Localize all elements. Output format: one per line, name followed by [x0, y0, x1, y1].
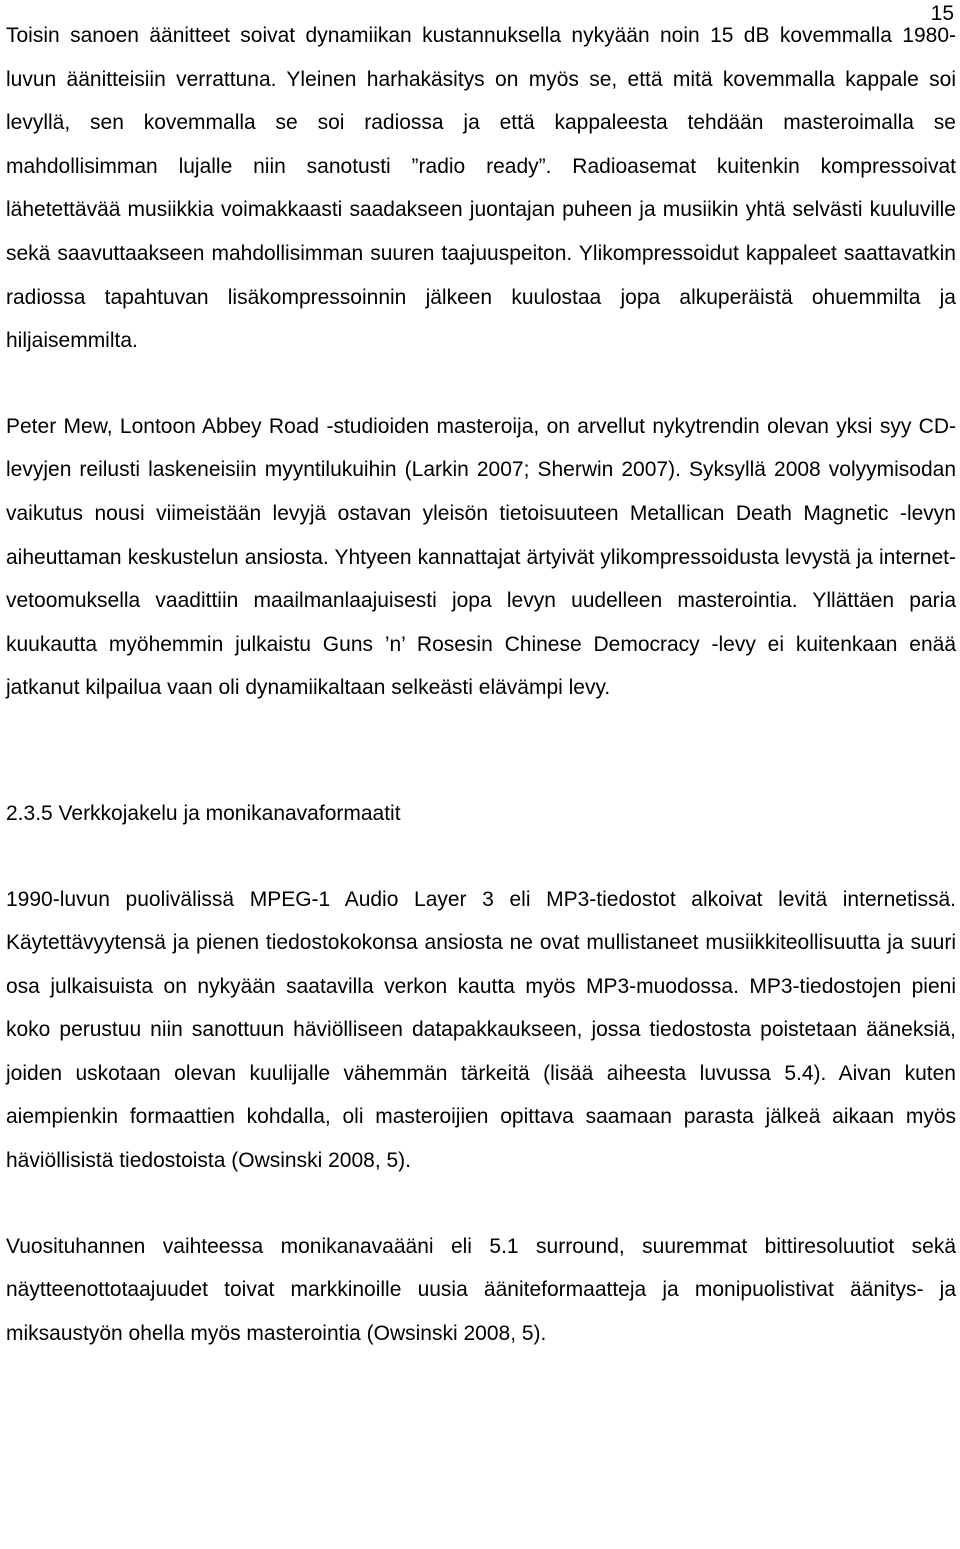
paragraph-mp3: 1990-luvun puolivälissä MPEG-1 Audio Layer 3 eli MP3-tiedostot alkoivat levitä internetissä. Käytettävyytensä ja pienen tiedostokokonsa ansiosta ne ovat mullistaneet musiikkiteollisuutta ja suuri osa julkaisuista on nykyään saatavilla verkon kautta myös MP3-muodossa. MP3-tiedostojen pieni koko perustuu niin sanottuun häviölliseen datapakkaukseen, jossa tiedostosta poistetaan ääneksiä, joiden uskotaan olevan kuulijalle vähemmän tärkeitä (lisää aiheesta luvussa 5.4). Aivan kuten aiempienkin formaattien kohdalla, oli masteroijien opittava saamaan parasta jälkeä aikaan myös häviöllisistä tiedostoista (Owsinski 2008, 5). — [6, 887, 956, 1173]
paragraph-surround: Vuosituhannen vaihteessa monikanavaääni eli 5.1 surround, suuremmat bittiresoluutiot sekä näytteenottotaajuudet toivat markkinoille uusia ääniteformaatteja ja monipuolistivat äänitys- ja miksaustyön ohella myös masterointia (Owsinski 2008, 5). — [6, 1234, 956, 1345]
section-heading: 2.3.5 Verkkojakelu ja monikanavaformaatit — [6, 801, 401, 825]
page-number: 15 — [930, 2, 954, 25]
document-body — [6, 14, 956, 1355]
paragraph-loudness-radio: Toisin sanoen äänitteet soivat dynamiikan kustannuksella nykyään noin 15 dB kovemmalla 1980-luvun äänitteisiin verrattuna. Yleinen harhakäsitys on myös se, että mitä kovemmalla kappale soi levyllä, sen kovemmalla se soi radiossa ja että kappaleesta tehdään masteroimalla se mahdollisimman lujalle niin sanotusti ”radio ready”. Radioasemat kuitenkin kompressoivat lähetettävää musiikkia voimakkaasti saadakseen juontajan puheen ja musiikin yhtä selvästi kuuluville sekä saavuttaakseen mahdollisimman suuren taajuuspeiton. Ylikompressoidut kappaleet saattavatkin radiossa tapahtuvan lisäkompressoinnin jälkeen kuulostaa jopa alkuperäistä ohuemmilta ja hiljaisemmilta. — [6, 24, 956, 353]
paragraph-loudness-war: Peter Mew, Lontoon Abbey Road -studioiden masteroija, on arvellut nykytrendin olevan yksi syy CD-levyjen reilusti laskeneisiin myyntilukuihin (Larkin 2007; Sherwin 2007). Syksyllä 2008 volyymisodan vaikutus nousi viimeistään levyjä ostavan yleisön tietoisuuteen Metallican Death Magnetic -levyn aiheuttaman keskustelun ansiosta. Yhtyeen kannattajat ärtyivät ylikompressoidusta levystä ja internet-vetoomuksella vaadittiin maailmanlaajuisesti jopa levyn uudelleen masterointia. Yllättäen paria kuukautta myöhemmin julkaistu Guns ’n’ Rosesin Chinese Democracy -levy ei kuitenkaan enää jatkanut kilpailua vaan oli dynamiikaltaan selkeästi elävämpi levy. — [6, 414, 956, 700]
